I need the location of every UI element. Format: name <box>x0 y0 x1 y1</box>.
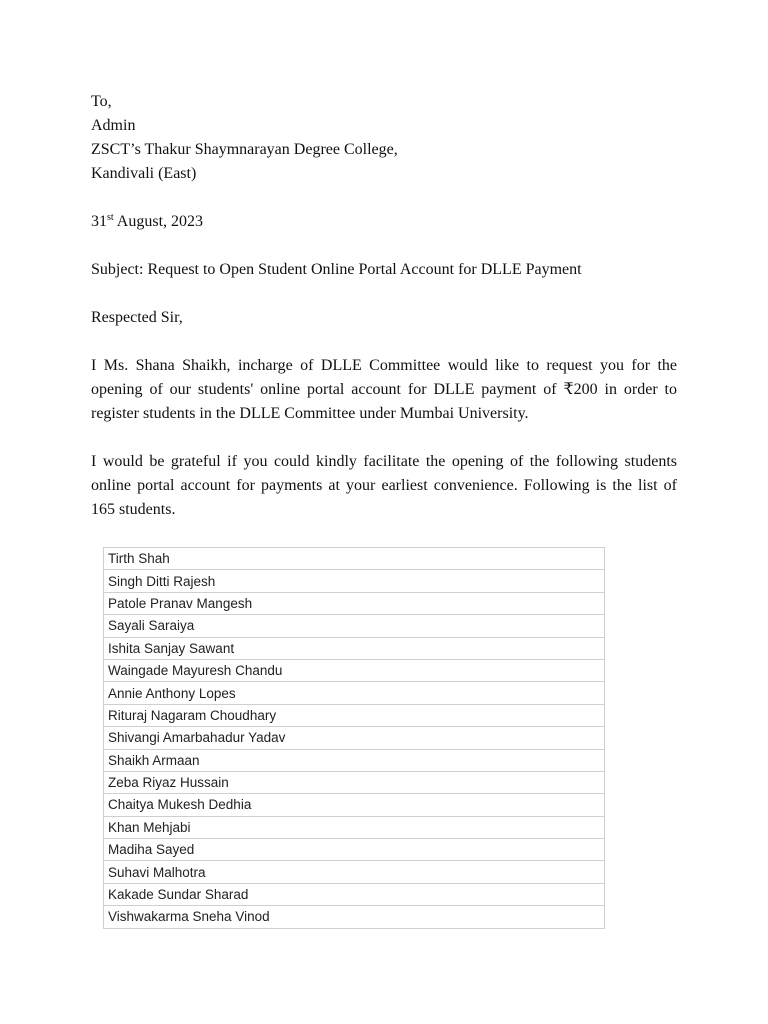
table-row <box>104 615 605 637</box>
table-row <box>104 861 605 883</box>
table-row <box>104 839 605 861</box>
table-row <box>104 682 605 704</box>
student-name-cell: Patole Pranav Mangesh <box>104 592 605 614</box>
student-name-cell: Annie Anthony Lopes <box>104 682 605 704</box>
student-list-table <box>103 547 605 929</box>
student-name-cell: Suhavi Malhotra <box>104 861 605 883</box>
letter-paragraph-1: I Ms. Shana Shaikh, incharge of DLLE Committee would like to request you for the opening of our students' online portal account for DLLE payment of ₹200 in order to register students in the DLLE Committee under Mumbai University. <box>91 357 677 422</box>
date-day: 31 <box>91 213 107 230</box>
table-row <box>104 883 605 905</box>
student-name-cell: Sayali Saraiya <box>104 615 605 637</box>
table-row <box>104 704 605 726</box>
recipient-line: Admin <box>91 117 136 134</box>
letter-date <box>91 210 677 234</box>
student-name-cell: Ishita Sanjay Sawant <box>104 637 605 659</box>
table-row <box>104 771 605 793</box>
date-suffix: st <box>107 212 114 223</box>
student-name-cell: Singh Ditti Rajesh <box>104 570 605 592</box>
student-name-cell: Khan Mehjabi <box>104 816 605 838</box>
table-row <box>104 816 605 838</box>
student-name-cell: Zeba Riyaz Hussain <box>104 771 605 793</box>
table-row <box>104 548 605 570</box>
table-row <box>104 659 605 681</box>
student-name-cell: Vishwakarma Sneha Vinod <box>104 906 605 928</box>
letter-body <box>91 90 677 522</box>
table-row <box>104 906 605 928</box>
date-rest: August, 2023 <box>113 213 204 230</box>
student-name-cell: Tirth Shah <box>104 548 605 570</box>
table-row <box>104 749 605 771</box>
letter-subject: Subject: Request to Open Student Online Portal Account for DLLE Payment <box>91 261 582 278</box>
student-name-cell: Shaikh Armaan <box>104 749 605 771</box>
table-row <box>104 794 605 816</box>
student-name-cell: Waingade Mayuresh Chandu <box>104 659 605 681</box>
recipient-line: To, <box>91 93 112 110</box>
letter-paragraph-2: I would be grateful if you could kindly facilitate the opening of the following students online portal account for payments at your earliest convenience. Following is the list of 165 students. <box>91 453 677 518</box>
recipient-line: ZSCT’s Thakur Shaymnarayan Degree College, <box>91 141 398 158</box>
table-row <box>104 727 605 749</box>
student-name-cell: Chaitya Mukesh Dedhia <box>104 794 605 816</box>
student-name-cell: Shivangi Amarbahadur Yadav <box>104 727 605 749</box>
letter-salutation: Respected Sir, <box>91 309 183 326</box>
student-name-cell: Kakade Sundar Sharad <box>104 883 605 905</box>
table-row <box>104 637 605 659</box>
recipient-block <box>91 90 677 186</box>
recipient-line: Kandivali (East) <box>91 165 197 182</box>
student-name-cell: Madiha Sayed <box>104 839 605 861</box>
table-row <box>104 570 605 592</box>
table-row <box>104 592 605 614</box>
student-name-cell: Rituraj Nagaram Choudhary <box>104 704 605 726</box>
